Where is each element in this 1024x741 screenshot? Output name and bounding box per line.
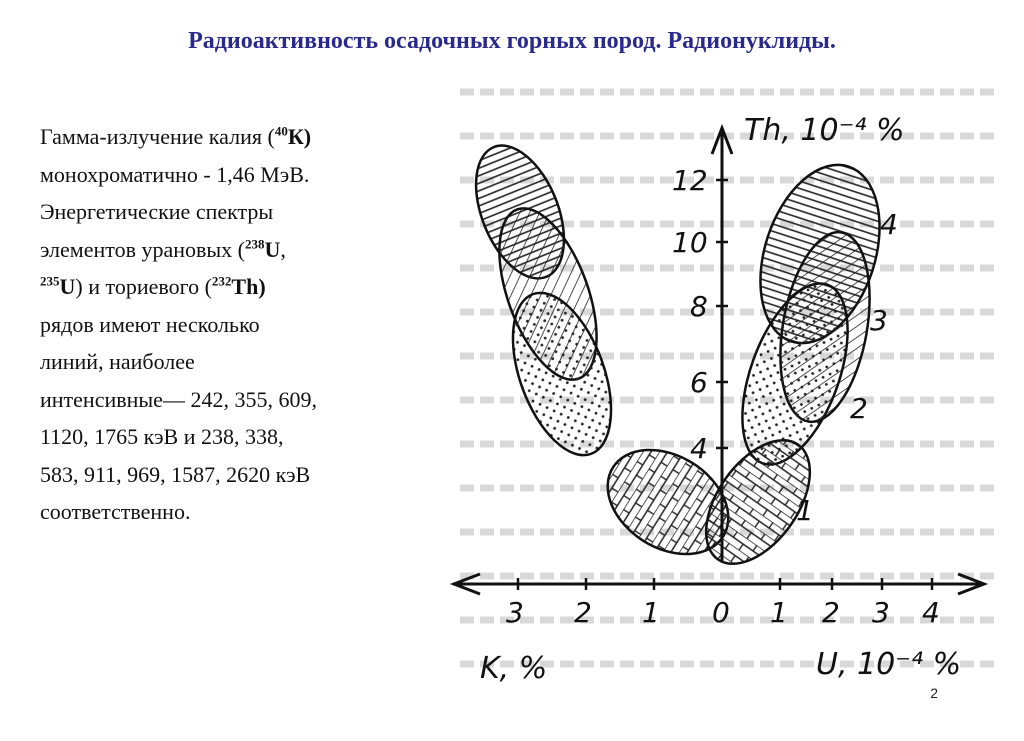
x-tick-left-1: 1 (642, 596, 660, 629)
text-line-5-mid: ) и ториевого ( (75, 274, 212, 299)
x-tick-left-3: 3 (506, 596, 524, 629)
text-line-10: 583, 911, 969, 1587, 2620 кэВ (40, 461, 311, 487)
thorium-symbol: Th) (231, 274, 266, 299)
y-axis-title: Th, 10⁻⁴ % (744, 113, 905, 148)
text-line-1a: Гамма-излучение калия ( (40, 124, 275, 149)
y-tick-label-8: 8 (690, 290, 708, 323)
u238-symbol: U (264, 236, 281, 262)
slide-title: Радиоактивность осадочных горных пород. Радионуклиды. (188, 28, 836, 54)
text-line-6: рядов имеют несколько (40, 311, 260, 337)
radionuclide-diagram (440, 62, 1010, 702)
sup-232: 232 (211, 273, 232, 289)
sup-235: 235 (40, 273, 60, 289)
u235-symbol: U (59, 274, 76, 299)
x-axis-title-right: U, 10⁻⁴ % (816, 647, 962, 682)
page-number: 2 (930, 685, 938, 701)
x-tick-right-0: 0 (712, 596, 730, 629)
sup-40: 40 (274, 123, 288, 139)
text-line-11: соответственно. (40, 499, 191, 524)
text-line-4a: элементов урановых ( (40, 236, 245, 262)
text-line-3: Энергетические спектры (40, 199, 274, 224)
y-tick-label-10: 10 (672, 226, 708, 259)
region-label-1: 1 (796, 494, 814, 527)
region-label-4: 4 (880, 208, 898, 241)
potassium-symbol: К) (287, 124, 312, 149)
text-line-7: линий, наиболее (40, 349, 195, 374)
y-tick-label-6: 6 (690, 366, 708, 399)
x-tick-right-2: 2 (822, 596, 840, 629)
body-paragraph (40, 118, 460, 531)
x-axis-title-left: K, % (480, 651, 548, 686)
comma: , (280, 236, 286, 262)
y-tick-label-4: 4 (690, 432, 708, 465)
x-tick-right-1: 1 (770, 596, 788, 629)
y-tick-label-12: 12 (672, 164, 708, 197)
sup-238: 238 (245, 236, 265, 252)
x-tick-right-3: 3 (872, 596, 890, 629)
region-label-2: 2 (850, 392, 868, 425)
text-line-9: 1120, 1765 кэВ и 238, 338, (40, 424, 284, 449)
text-line-2: монохроматично - 1,46 МэВ. (40, 161, 310, 187)
x-tick-left-2: 2 (574, 596, 592, 629)
x-tick-right-4: 4 (922, 596, 940, 629)
text-line-8: интенсивные— 242, 355, 609, (40, 386, 317, 412)
region-label-3: 3 (870, 304, 888, 337)
